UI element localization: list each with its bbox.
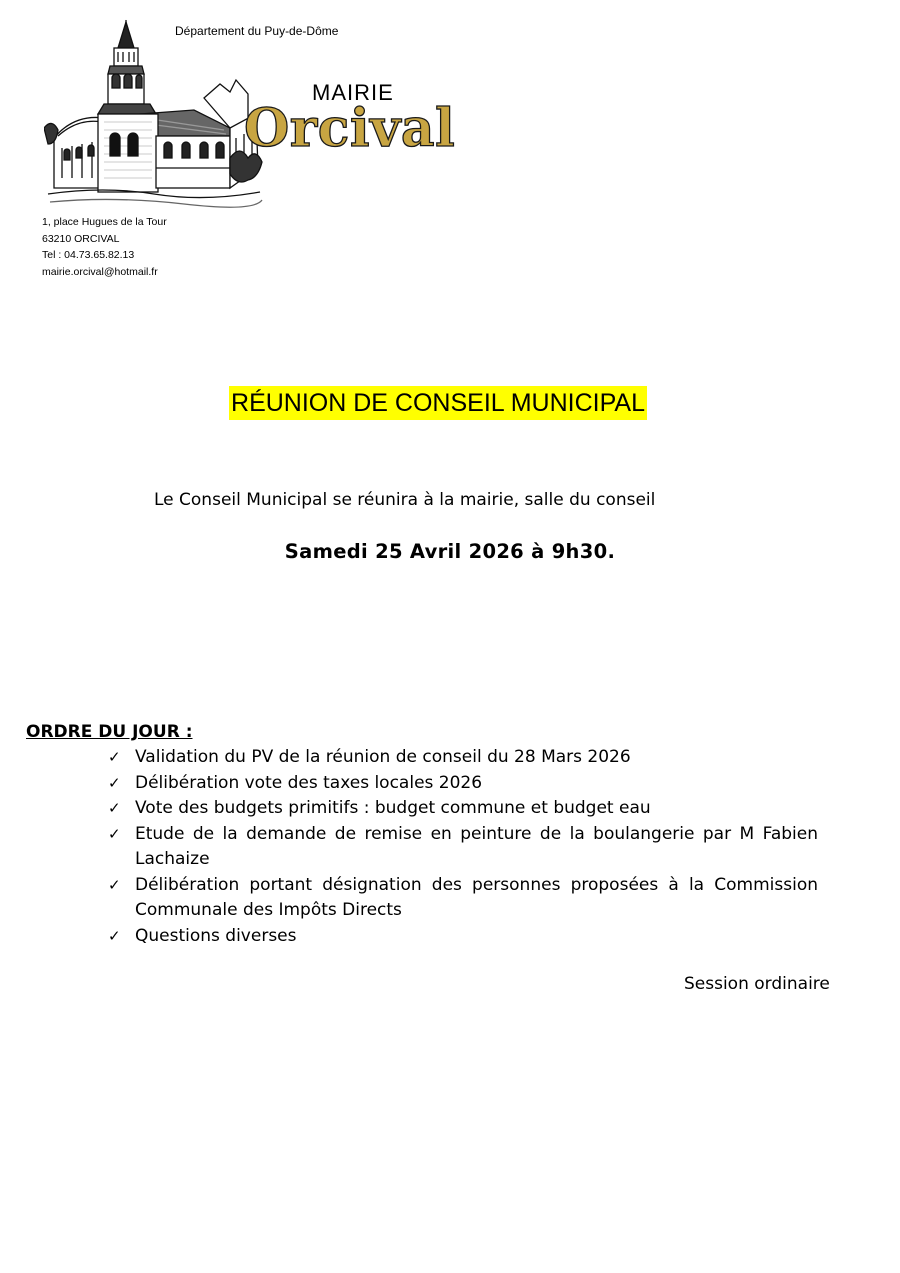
checkmark-icon: ✓ — [108, 824, 121, 843]
agenda-item-text: Etude de la demande de remise en peinture de la boulangerie par M Fabien Lachaize — [135, 823, 818, 869]
agenda-item — [108, 745, 818, 771]
checkmark-icon: ✓ — [108, 926, 121, 945]
agenda-item-text: Délibération portant désignation des personnes proposées à la Commission Communale des Impôts Directs — [135, 874, 818, 920]
checkmark-icon: ✓ — [108, 748, 121, 766]
church-illustration-icon — [44, 18, 264, 210]
agenda-item — [108, 924, 818, 950]
agenda-item-text: Vote des budgets primitifs : budget commune et budget eau — [135, 798, 651, 818]
checkmark-icon: ✓ — [108, 799, 121, 817]
checkmark-icon: ✓ — [108, 773, 121, 792]
page-title: RÉUNION DE CONSEIL MUNICIPAL — [229, 386, 647, 420]
agenda-item-text: Validation du PV de la réunion de conseil du 28 Mars 2026 — [135, 747, 631, 767]
address-line: 1, place Hugues de la Tour — [42, 216, 167, 228]
logo-orcival-text: Orcival — [244, 98, 456, 159]
agenda-list — [108, 745, 818, 949]
agenda-item — [108, 796, 818, 822]
agenda-item-text: Questions diverses — [135, 925, 297, 946]
address-line: Tel : 04.73.65.82.13 — [42, 249, 135, 261]
logo-mairie-text: MAIRIE — [312, 80, 394, 105]
address-block — [42, 214, 167, 280]
agenda-item-text: Délibération vote des taxes locales 2026 — [135, 772, 483, 793]
session-type: Session ordinaire — [684, 974, 830, 994]
meeting-intro: Le Conseil Municipal se réunira à la mairie, salle du conseil — [154, 490, 656, 510]
agenda-heading: ORDRE DU JOUR : — [26, 722, 193, 742]
address-line: 63210 ORCIVAL — [42, 232, 120, 245]
checkmark-icon: ✓ — [108, 875, 121, 894]
agenda-item — [108, 822, 818, 873]
agenda-item — [108, 873, 818, 924]
agenda-item — [108, 771, 818, 797]
address-line: mairie.orcival@hotmail.fr — [42, 265, 158, 278]
title-row — [0, 386, 900, 420]
meeting-date: Samedi 25 Avril 2026 à 9h30. — [284, 540, 616, 563]
department-label: Département du Puy-de-Dôme — [175, 24, 339, 38]
